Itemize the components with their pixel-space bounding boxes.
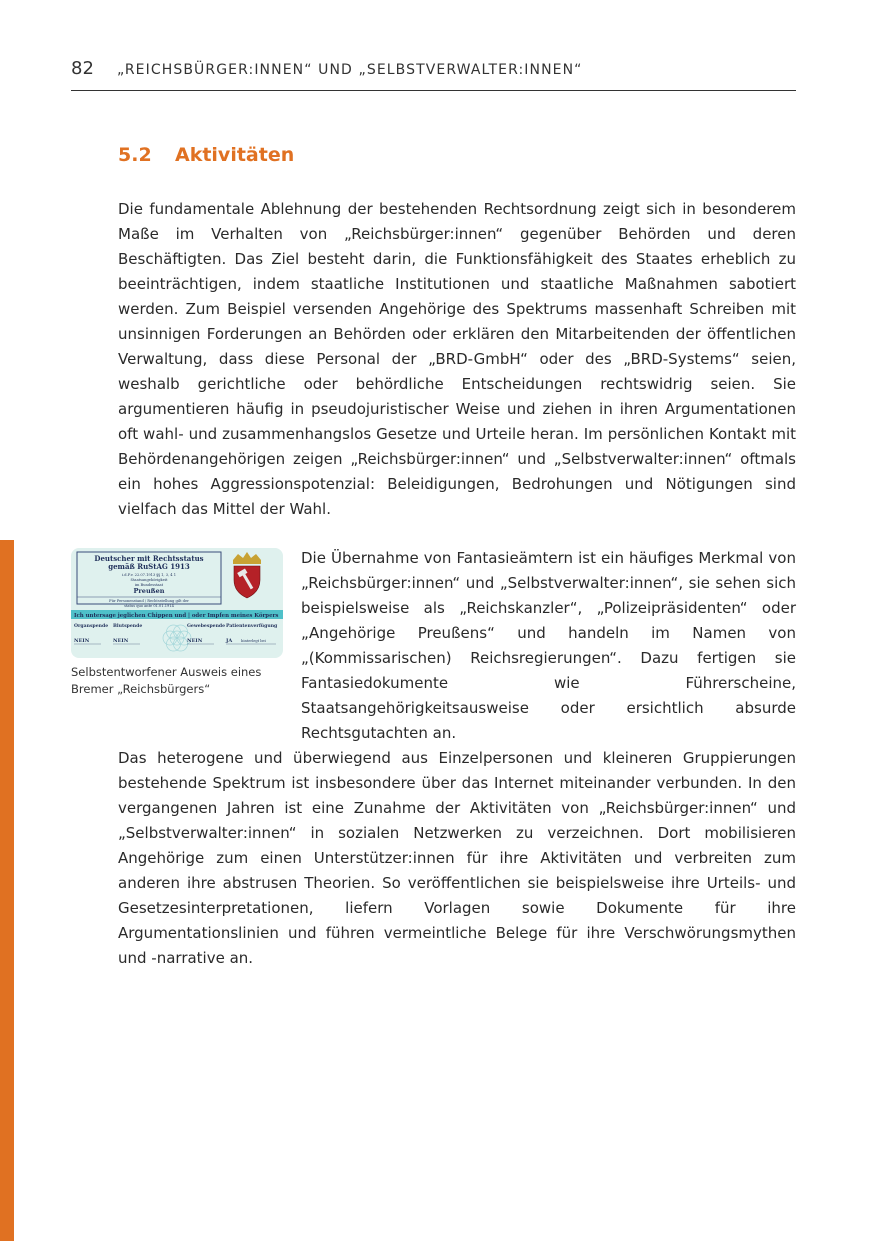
paragraph-3: Das heterogene und überwiegend aus Einzelpersonen und kleineren Gruppierungen bestehende Spektrum ist insbesondere über das Internet miteinander verbunden. In den vergangenen Jahren ist eine Zunahme der Aktivitäten von „Reichsbürger:innen“ und „Selbstverwalter:innen“ in sozialen Netzwerken zu verzeichnen. Dort mobilisieren Angehörige zum einen Unterstützer:innen für ihre Aktivitäten und verbreiten zum anderen ihre abstrusen Theorien. So veröffentlichen sie beispielsweise ihre Urteils- und Gesetzesinterpretationen, liefern Vorlagen sowie Dokumente für ihre Argumentationslinien und führen vermeintliche Belege für ihre Verschwörungsmythen und -narrative an. xyxy=(118,749,796,967)
card-col2-value: NEIN xyxy=(113,638,129,644)
card-small-line1: i.d.F.v. 22.07.1913 §§ 1, 3, 4 1 xyxy=(121,573,177,577)
card-col4-label: Patientenverfügung xyxy=(226,624,278,629)
paragraph-1: Die fundamentale Ablehnung der bestehenden Rechtsordnung zeigt sich in besonderem Maße im Verhalten von „Reichsbürger:innen“ gegenüber Behörden und deren Beschäftigten. Das Ziel besteht darin, die Funktionsfähigkeit des Staates erheblich zu beeinträchtigen, indem staatliche Institutionen und staatliche Maßnahmen sabotiert werden. Zum Beispiel versenden Angehörige des Spektrums massenhaft Schreiben mit unsinnigen Forderungen an Behörden oder erklären den Mitarbeitenden der öffentlichen Verwaltung, dass diese Personal der „BRD-GmbH“ oder des „BRD-Systems“ seien, weshalb gerichtliche oder behördliche Entscheidungen rechtswidrig seien. Sie argumentieren häufig in pseudojuristischer Weise und ziehen in ihren Argumentationen oft wahl- und zusammenhangslos Gesetze und Urteile heran. Im persönlichen Kontakt mit Behördenangehörigen zeigen „Reichsbürger:innen“ und „Selbstverwalter:innen“ oftmals ein hohes Aggressionspotenzial: Beleidigungen, Bedrohungen und Nötigungen sind vielfach das Mittel der Wahl. xyxy=(118,200,796,518)
card-small-line3: im Bundesstaat xyxy=(134,583,164,587)
section-number: 5.2 xyxy=(118,144,152,166)
card-title-line2: gemäß RuStAG 1913 xyxy=(108,562,190,571)
figure-caption: Selbstentworfener Ausweis eines Bremer „Reichsbürgers“ xyxy=(71,665,262,696)
card-col3-label: Gewebespende xyxy=(187,624,226,629)
card-col4-value: JA xyxy=(226,638,233,644)
card-small-line2: Staatsangehörigkeit xyxy=(130,578,168,582)
card-banner-text: Ich untersage jeglichen Chippen und | oder Impfen meines Körpers xyxy=(74,613,279,619)
card-col1-value: NEIN xyxy=(74,638,90,644)
card-note-line1: Für Personenstand / Rechtsstellung gilt der xyxy=(109,599,189,603)
page-number: 82 xyxy=(71,58,94,79)
card-col4-extra: hinterlegt bei xyxy=(241,639,266,643)
id-card-image xyxy=(71,548,283,658)
section-heading xyxy=(118,144,294,166)
section-title: Aktivitäten xyxy=(175,144,295,166)
running-title: „REICHSBÜRGER:INNEN“ UND „SELBSTVERWALTER:INNEN“ xyxy=(117,62,583,78)
card-col1-label: Organspende xyxy=(74,624,109,629)
card-state: Preußen xyxy=(133,587,165,595)
page-edge-accent-bar xyxy=(0,540,14,1241)
card-title-line1: Deutscher mit Rechtsstatus xyxy=(94,554,204,563)
card-col3-value: NEIN xyxy=(187,638,203,644)
card-note-line2: status quo ante 01.01.1914 xyxy=(124,604,174,608)
page-header xyxy=(71,58,796,91)
paragraph-2: Die Übernahme von Fantasieämtern ist ein häufiges Merkmal von „Reichsbürger:innen“ und „Selbstverwalter:innen“, sie sehen sich beispielsweise als „Reichskanzler“, „Polizeipräsidenten“ oder „Angehörige Preußens“ und handeln im Namen von „(Kommissarischen) Reichsregierungen“. Dazu fertigen sie Fantasiedokumente wie Führerscheine, Staatsangehörigkeitsausweise oder ersichtlich absurde Rechtsgutachten an. xyxy=(301,549,796,742)
card-col2-label: Blutspende xyxy=(113,624,143,629)
